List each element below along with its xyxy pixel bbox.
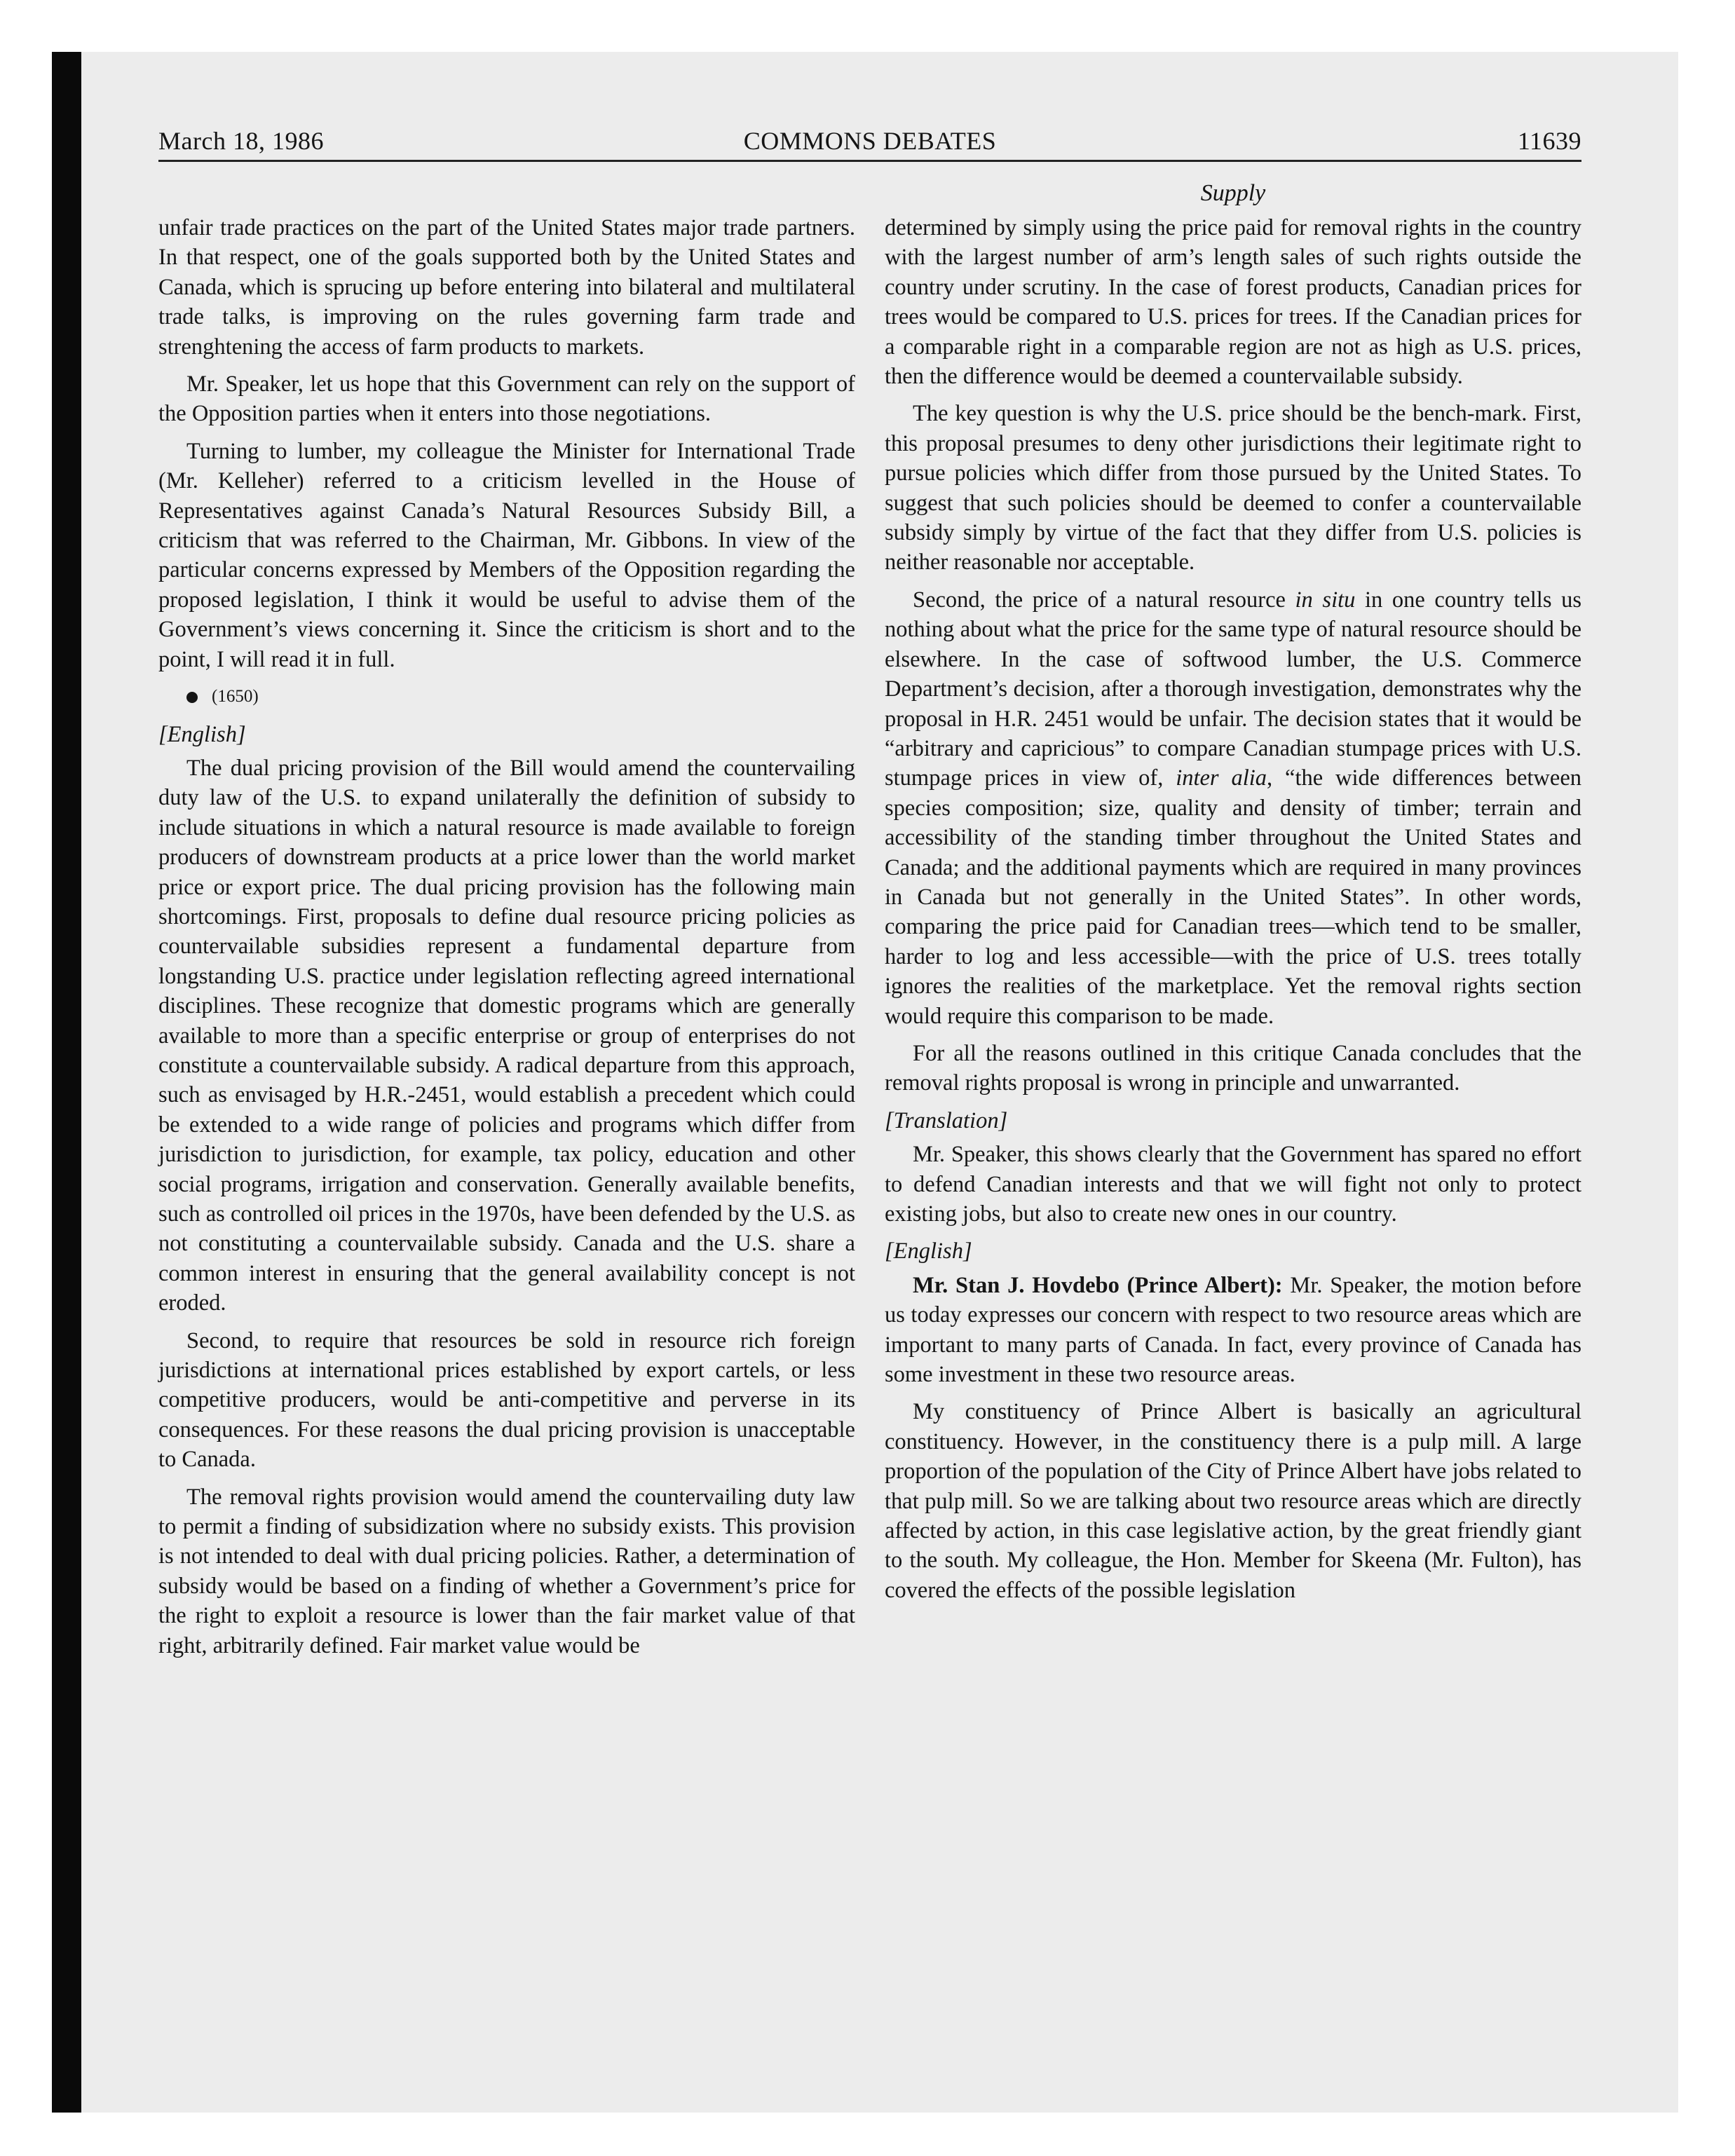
text-run: , “the wide differences between species composition; size, quality and density of timber; terrain and accessibility of the standing timber throughout the United States and Canada; and the additional payments which are required in many provinces in Canada but not generally in the United States”. In other words, comparing the price paid for Canadian trees—which tend to be smaller, harder to log and less accessible—with the price of U.S. trees totally ignores the realities of the marketplace. Yet the removal rights section would require this comparison to be made. — [885, 765, 1582, 1029]
bullet-icon — [186, 692, 198, 703]
paragraph — [885, 1271, 1581, 1390]
paragraph: The key question is why the U.S. price should be the bench-mark. First, this proposal presumes to deny other jurisdictions their legitimate right to pursue policies which differ from those pursued by the United States. To suggest that such policies should be deemed to confer a countervailable subsidy simply by virtue of the fact that they differ from U.S. policies is neither reasonable nor acceptable. — [885, 401, 1581, 575]
language-tag: [English] — [885, 1239, 972, 1264]
language-tag: [Translation] — [885, 1107, 1008, 1133]
paragraph: Second, to require that resources be sold in resource rich foreign jurisdictions at international prices established by export cartels, or less competitive producers, would be anti-competitive and perverse in its consequences. For these reasons the dual pricing provision is unacceptable to Canada. — [158, 1328, 855, 1473]
italic-phrase: in situ — [1295, 587, 1356, 613]
paragraph: Mr. Speaker, let us hope that this Government can rely on the support of the Opposition parties when it enters into those negotiations. — [158, 371, 855, 427]
text-run: Second, the price of a natural resource — [913, 587, 1295, 613]
text-run: Mr. Speaker, the motion before us today expresses our concern with respect to two resource areas which are important to many parts of Canada. In fact, every province of Canada has some investment in these two resource areas. — [885, 1272, 1581, 1388]
paragraph: My constituency of Prince Albert is basically an agricultural constituency. However, in the constituency there is a pulp mill. A large proportion of the population of the City of Prince Albert have jobs related to that pulp mill. So we are talking about two resource areas which are directly affected by action, in this case legislative action, by the great friendly giant to the south. My colleague, the Hon. Member for Skeena (Mr. Fulton), has covered the effects of the possible legislation — [885, 1399, 1581, 1603]
paragraph: The dual pricing provision of the Bill would amend the countervailing duty law of the U.S. to expand unilaterally the definition of subsidy to include situations in which a natural resource is made available to foreign producers of downstream products at a price lower than the world market price or export price. The dual pricing provision has the following main shortcomings. First, proposals to define dual resource pricing policies as countervailable subsidies represent a fundamental departure from longstanding U.S. practice under legislation reflecting agreed international disciplines. These recognize that domestic programs which are generally available to more than a specific enterprise or group of enterprises do not constitute a countervailable subsidy. A radical departure from this approach, such as envisaged by H.R.-2451, would establish a precedent which could be extended to a wide range of policies and programs which differ from jurisdiction to jurisdiction, for example, tax policy, education and other social programs, irrigation and conservation. Generally available benefits, such as controlled oil prices in the 1970s, have been defended by the U.S. as not constituting a countervailable subsidy. Canada and the U.S. share a common interest in ensuring that the general availability concept is not eroded. — [158, 755, 855, 1316]
paragraph: The removal rights provision would amend the countervailing duty law to permit a finding of subsidization where no subsidy exists. This provision is not intended to deal with dual pricing policies. Rather, a determination of subsidy would be based on a finding of whether a Government’s price for the right to exploit a resource is lower than the fair market value of that right, arbitrarily defined. Fair market value would be — [158, 1484, 855, 1658]
header-publication: COMMONS DEBATES — [743, 127, 997, 155]
running-head: Supply — [1200, 180, 1266, 206]
paragraph: unfair trade practices on the part of the United States major trade partners. In that respect, one of the goals supported both by the United States and Canada, which is sprucing up before entering into bilateral and multilateral trade talks, is improving on the rules governing farm trade and strenghtening the access of farm products to markets. — [158, 215, 855, 360]
speaker-name: Mr. Stan J. Hovdebo (Prince Albert): — [913, 1272, 1283, 1298]
right-column — [885, 213, 1581, 1613]
language-tag: [English] — [158, 721, 246, 747]
italic-phrase: inter alia — [1176, 765, 1267, 791]
time-stamp-text: (1650) — [212, 687, 259, 707]
paragraph: For all the reasons outlined in this critique Canada concludes that the removal rights proposal is wrong in principle and unwarranted. — [885, 1040, 1581, 1096]
paragraph: determined by simply using the price paid for removal rights in the country with the largest number of arm’s length sales of such rights outside the country under scrutiny. In the case of forest products, Canadian prices for trees would be compared to U.S. prices for trees. If the Canadian prices for a comparable right in a comparable region are not as high as U.S. prices, then the difference would be deemed a countervailable subsidy. — [885, 215, 1581, 390]
paragraph — [885, 585, 1581, 1031]
paragraph: Turning to lumber, my colleague the Minister for International Trade (Mr. Kelleher) referred to a criticism levelled in the House of Representatives against Canada’s Natural Resources Subsidy Bill, a criticism that was referred to the Chairman, Mr. Gibbons. In view of the particular concerns expressed by Members of the Opposition regarding the proposed legislation, I think it would be useful to advise them of the Government’s views concerning it. Since the criticism is short and to the point, I will read it in full. — [158, 438, 855, 672]
header-rule — [158, 160, 1581, 162]
scan-edge-shadow — [52, 52, 81, 2113]
time-stamp — [158, 682, 855, 711]
header-date: March 18, 1986 — [158, 127, 324, 155]
header-page-number: 11639 — [1517, 127, 1581, 155]
left-column — [158, 213, 855, 1668]
paragraph: Mr. Speaker, this shows clearly that the Government has spared no effort to defend Canadian interests and that we will fight not only to protect existing jobs, but also to create new ones in our country. — [885, 1142, 1581, 1227]
text-run: in one country tells us nothing about what the price for the same type of natural resource should be elsewhere. In the case of softwood lumber, the U.S. Commerce Department’s decision, after a thorough investigation, demonstrates why the proposal in H.R. 2451 would be unfair. The decision states that it would be “arbitrary and capricious” to compare Canadian stumpage prices with U.S. stumpage prices in view of, — [885, 587, 1581, 791]
page-header — [158, 123, 1581, 158]
